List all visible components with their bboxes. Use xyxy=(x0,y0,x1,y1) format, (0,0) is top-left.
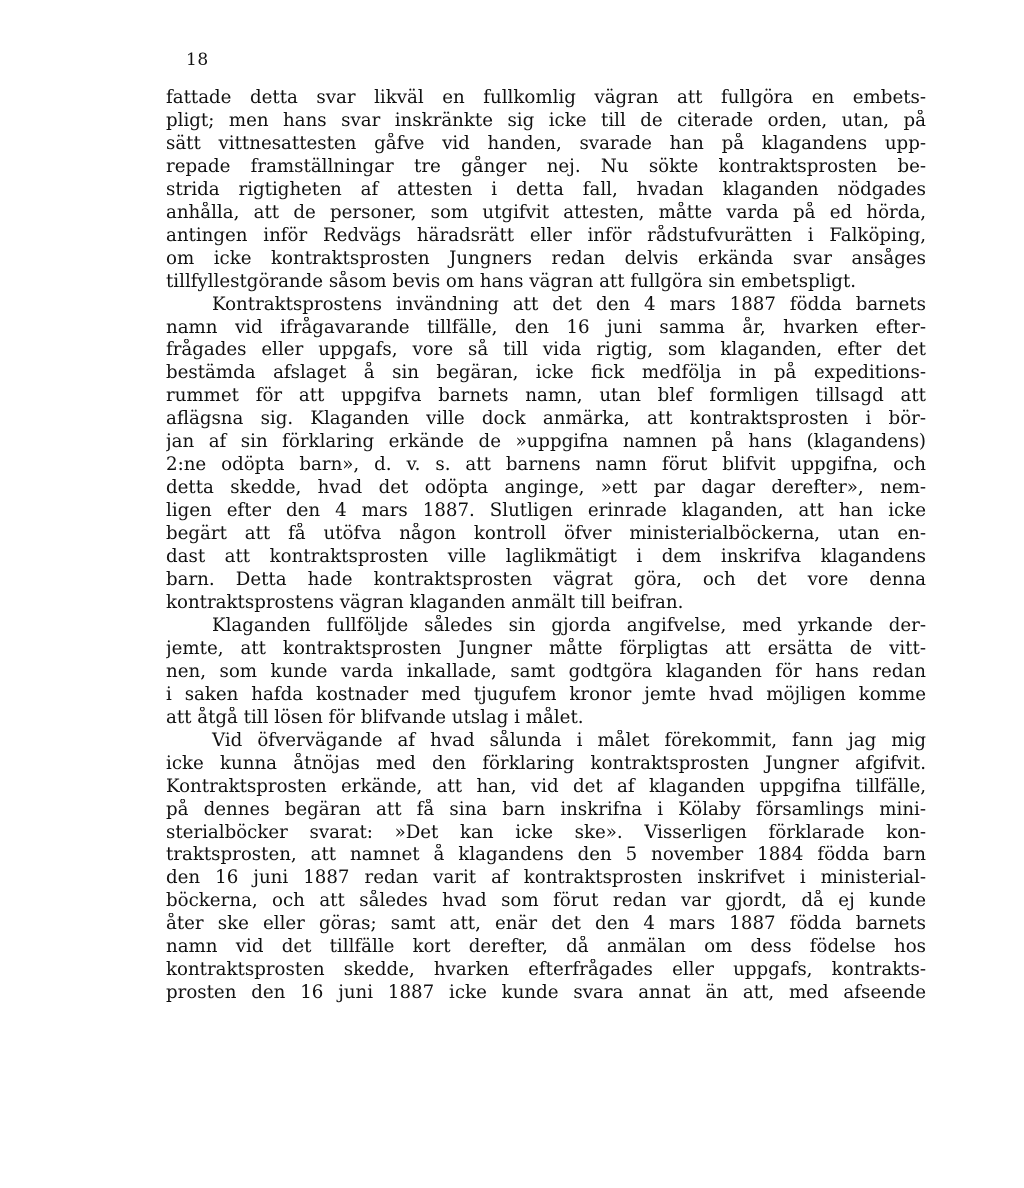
text-line: ligen efter den 4 mars 1887. Slutligen erinrade klaganden, att han icke xyxy=(166,500,926,522)
text-line: i saken hafda kostnader med tjugufem kronor jemte hvad möjligen komme xyxy=(166,683,926,705)
text-line: Vid öfvervägande af hvad sålunda i målet förekommit, fann jag mig xyxy=(212,729,926,751)
text-line: kontraktsprosten skedde, hvarken efterfrågades eller uppgafs, kontrakts- xyxy=(166,959,926,981)
text-line: åter ske eller göras; samt att, enär det den 4 mars 1887 födda barnets xyxy=(166,913,926,935)
text-line: begärt att få utöfva någon kontroll öfver ministerialböckerna, utan en- xyxy=(166,523,926,545)
text-line: rummet för att uppgifva barnets namn, utan blef formligen tillsagd att xyxy=(166,385,926,407)
text-line: anhålla, att de personer, som utgifvit attesten, måtte varda på ed hörda, xyxy=(166,201,926,223)
text-line: att åtgå till lösen för blifvande utslag i målet. xyxy=(166,706,584,728)
text-line: på dennes begäran att få sina barn inskrifna i Kölaby församlings mini- xyxy=(166,798,926,820)
text-line: kontraktsprostens vägran klaganden anmält till beifran. xyxy=(166,591,684,613)
text-line: antingen inför Redvägs häradsrätt eller inför rådstufvurätten i Falköping, xyxy=(166,224,926,246)
text-line: strida rigtigheten af attesten i detta fall, hvadan klaganden nödgades xyxy=(166,178,926,200)
text-line: namn vid ifrågavarande tillfälle, den 16 juni samma år, hvarken efter- xyxy=(166,316,926,338)
text-line: dast att kontraktsprosten ville laglikmätigt i dem inskrifva klagandens xyxy=(166,546,926,568)
text-line: sterialböcker svarat: »Det kan icke ske». Visserligen förklarade kon- xyxy=(166,821,926,843)
text-line: jan af sin förklaring erkände de »uppgifna namnen på hans (klagandens) xyxy=(166,431,926,453)
text-line: prosten den 16 juni 1887 icke kunde svara annat än att, med afseende xyxy=(166,982,926,1004)
text-line: 2:ne odöpta barn», d. v. s. att barnens namn förut blifvit uppgifna, och xyxy=(166,454,926,476)
text-line: icke kunna åtnöjas med den förklaring kontraktsprosten Jungner afgifvit. xyxy=(166,752,926,774)
text-line: sätt vittnesattesten gåfve vid handen, svarade han på klagandens upp- xyxy=(166,132,926,154)
page-number: 18 xyxy=(186,50,209,70)
text-line: jemte, att kontraktsprosten Jungner måtte förpligtas att ersätta de vitt- xyxy=(166,637,926,659)
text-line: detta skedde, hvad det odöpta anginge, »ett par dagar derefter», nem- xyxy=(166,477,926,499)
text-line: Kontraktsprostens invändning att det den 4 mars 1887 födda barnets xyxy=(212,293,926,315)
text-line: fattade detta svar likväl en fullkomlig vägran att fullgöra en embets- xyxy=(166,87,926,108)
text-line: den 16 juni 1887 redan varit af kontraktsprosten inskrifvet i ministerial- xyxy=(166,867,926,889)
body-text xyxy=(166,87,926,1005)
text-line: om icke kontraktsprosten Jungners redan delvis erkända svar ansåges xyxy=(166,247,926,269)
text-line: Klaganden fullföljde således sin gjorda angifvelse, med yrkande der- xyxy=(212,614,926,636)
text-line: frågades eller uppgafs, vore så till vida rigtig, som klaganden, efter det xyxy=(166,339,926,361)
text-line: repade framställningar tre gånger nej. Nu sökte kontraktsprosten be- xyxy=(166,155,926,177)
text-line: tillfyllestgörande såsom bevis om hans vägran att fullgöra sin embetspligt. xyxy=(166,270,857,292)
text-line: nen, som kunde varda inkallade, samt godtgöra klaganden för hans redan xyxy=(166,660,926,682)
text-line: bestämda afslaget å sin begäran, icke fick medfölja in på expeditions- xyxy=(166,362,926,384)
text-line: barn. Detta hade kontraktsprosten vägrat göra, och det vore denna xyxy=(166,569,926,591)
text-line: Kontraktsprosten erkände, att han, vid det af klaganden uppgifna tillfälle, xyxy=(166,775,926,797)
text-line: namn vid det tillfälle kort derefter, då anmälan om dess födelse hos xyxy=(166,936,926,958)
text-line: aflägsna sig. Klaganden ville dock anmärka, att kontraktsprosten i bör- xyxy=(166,408,926,430)
text-line: pligt; men hans svar inskränkte sig icke till de citerade orden, utan, på xyxy=(166,109,926,131)
text-line: traktsprosten, att namnet å klagandens den 5 november 1884 födda barn xyxy=(166,844,926,866)
text-line: böckerna, och att således hvad som förut redan var gjordt, då ej kunde xyxy=(166,890,926,912)
